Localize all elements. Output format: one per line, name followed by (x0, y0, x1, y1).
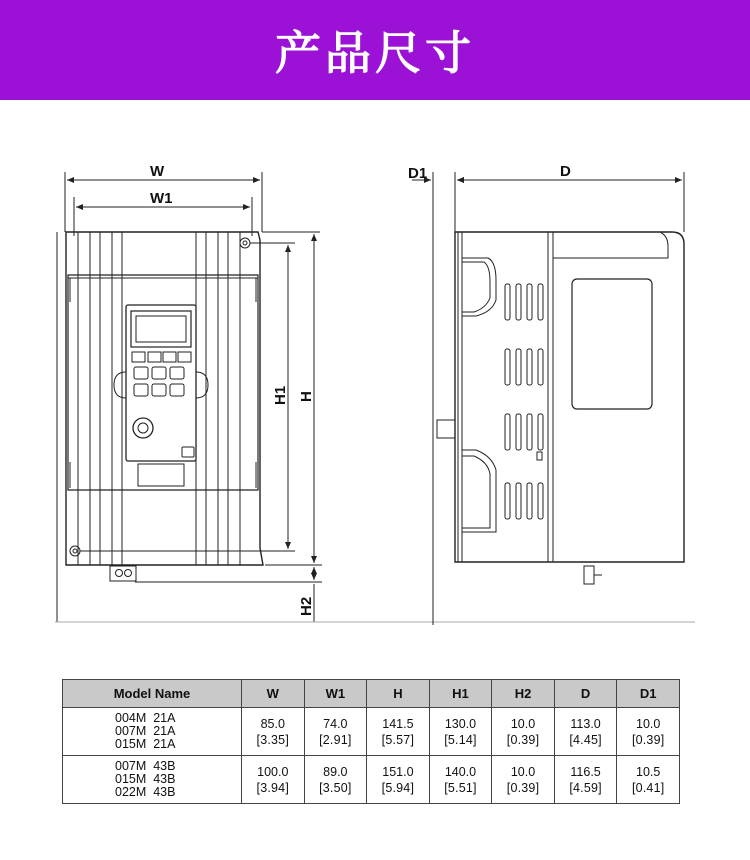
inch-value: [4.45] (569, 732, 602, 747)
inch-value: [2.91] (319, 732, 352, 747)
model-name: 015M 43B (115, 772, 176, 786)
title-banner (0, 0, 750, 100)
w1-value-cell (304, 708, 367, 756)
mm-value: 10.0 (510, 764, 536, 779)
inch-value: [5.14] (444, 732, 477, 747)
w-value-cell (242, 708, 305, 756)
h1-value-cell (429, 756, 492, 804)
inch-value: [3.50] (319, 780, 352, 795)
inch-value: [5.57] (381, 732, 415, 747)
model-name: 007M 43B (115, 759, 176, 773)
w1-label: W1 (150, 190, 173, 207)
table-row (63, 708, 680, 756)
model-name: 022M 43B (115, 785, 176, 799)
mm-value: 10.5 (636, 764, 661, 779)
d-value-cell (554, 708, 617, 756)
header-h2: H2 (492, 680, 555, 708)
h2-label: H2 (298, 596, 315, 616)
mm-value: 89.0 (323, 764, 348, 779)
table-row (63, 756, 680, 804)
vent-slots (505, 284, 543, 519)
header-w1: W1 (304, 680, 367, 708)
d1-label: D1 (408, 165, 428, 182)
header-d1: D1 (617, 680, 680, 708)
h1-label: H1 (272, 385, 289, 405)
inch-value: [0.39] (506, 780, 540, 795)
mm-value: 10.0 (510, 716, 536, 731)
mm-value: 141.5 (382, 716, 414, 731)
model-name: 004M 21A (115, 711, 176, 725)
h2-value-cell (492, 708, 555, 756)
w-value-cell (242, 756, 305, 804)
model-names-cell (63, 708, 242, 756)
mm-value: 130.0 (444, 716, 477, 731)
d1-value-cell (617, 708, 680, 756)
banner-title: 产品尺寸 (275, 26, 475, 80)
table-header-row (63, 680, 680, 708)
inch-value: [3.94] (256, 780, 290, 795)
mm-value: 85.0 (260, 716, 285, 731)
model-name: 015M 21A (115, 737, 176, 751)
header-w: W (242, 680, 305, 708)
h-value-cell (367, 708, 430, 756)
inch-value: [5.51] (444, 780, 477, 795)
header-h1: H1 (429, 680, 492, 708)
h2-value-cell (492, 756, 555, 804)
dimension-table (62, 679, 680, 804)
d1-value-cell (617, 756, 680, 804)
header-d: D (554, 680, 617, 708)
inch-value: [4.59] (569, 780, 602, 795)
front-view (57, 163, 322, 622)
mm-value: 116.5 (570, 764, 601, 779)
inch-value: [5.94] (381, 780, 415, 795)
inch-value: [3.35] (256, 732, 290, 747)
w-label: W (150, 163, 165, 180)
model-names-cell (63, 756, 242, 804)
d-value-cell (554, 756, 617, 804)
model-name: 007M 21A (115, 724, 176, 738)
h-value-cell (367, 756, 430, 804)
h1-value-cell (429, 708, 492, 756)
inch-value: [0.39] (506, 732, 540, 747)
mm-value: 140.0 (444, 764, 477, 779)
mm-value: 74.0 (323, 716, 348, 731)
w1-value-cell (304, 756, 367, 804)
header-model-name: Model Name (63, 680, 242, 708)
mm-value: 100.0 (257, 764, 289, 779)
mm-value: 151.0 (382, 764, 414, 779)
h-label: H (298, 391, 315, 402)
inch-value: [0.41] (631, 780, 665, 795)
mm-value: 113.0 (570, 716, 601, 731)
side-view (408, 163, 684, 625)
d-label: D (560, 163, 571, 180)
dimension-drawing (0, 100, 750, 670)
inch-value: [0.39] (631, 732, 665, 747)
mm-value: 10.0 (636, 716, 661, 731)
header-h: H (367, 680, 430, 708)
